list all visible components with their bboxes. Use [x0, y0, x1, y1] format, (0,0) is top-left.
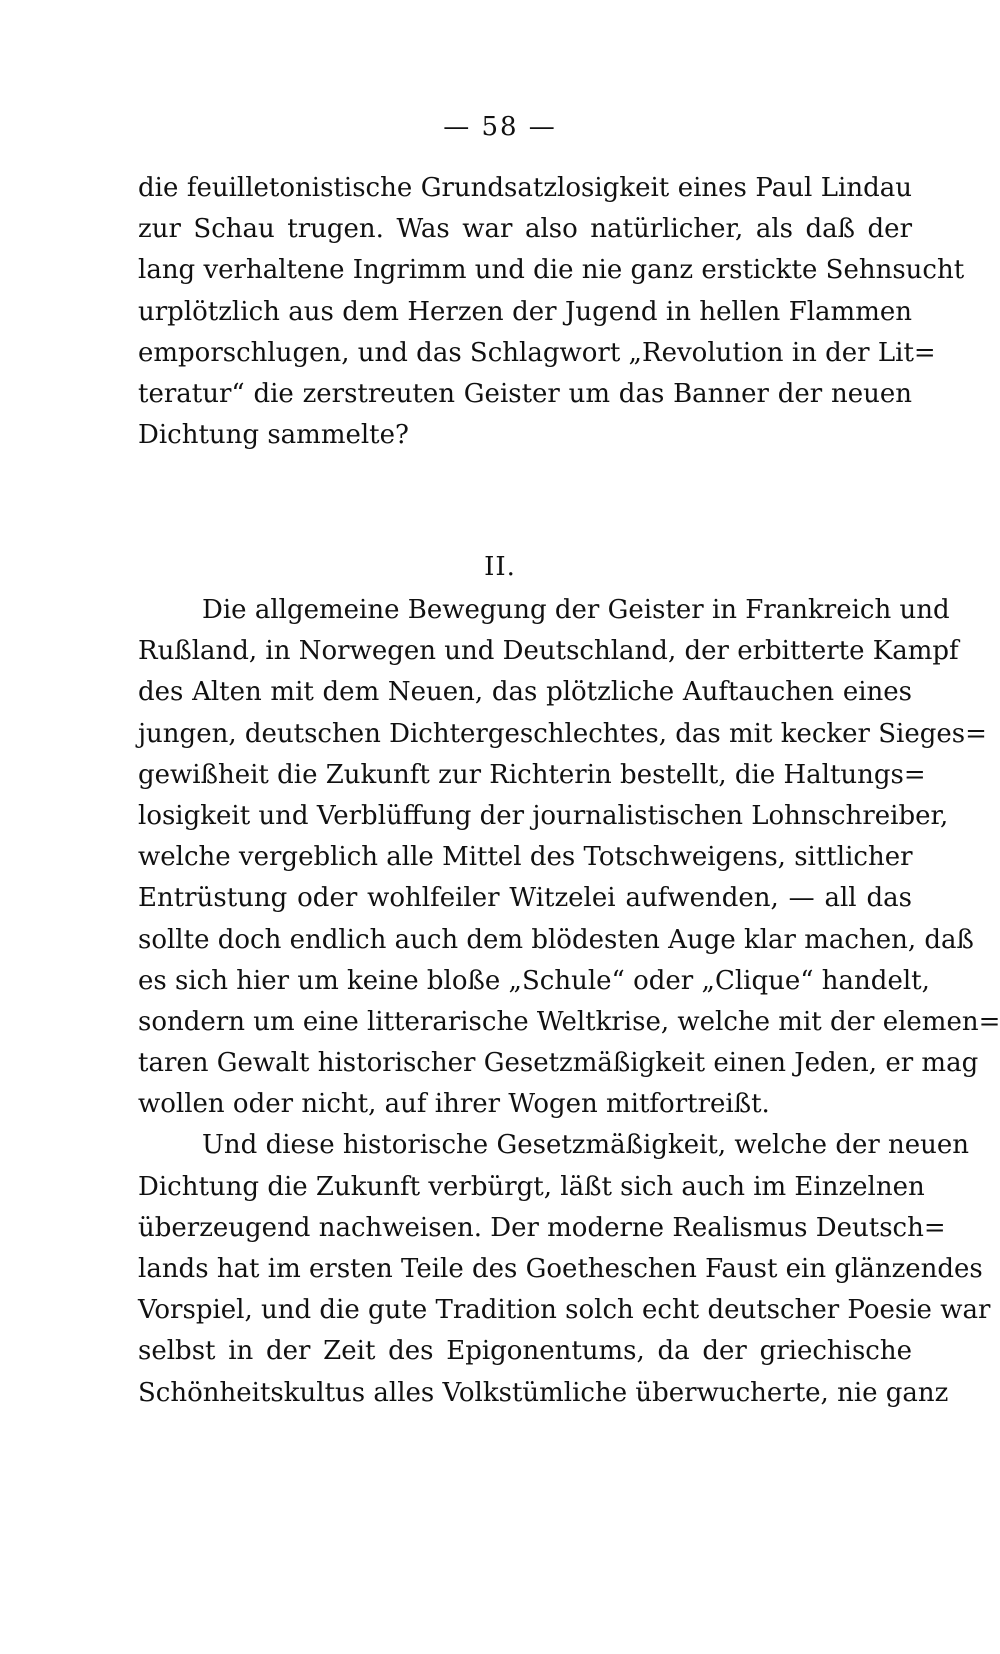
text-line: Die allgemeine Bewegung der Geister in Frankreich und — [202, 595, 950, 625]
section-heading: II. — [484, 552, 516, 582]
text-line: Dichtung die Zukunft verbürgt, läßt sich auch im Einzelnen — [138, 1171, 925, 1202]
text-line: lands hat im ersten Teile des Goetheschen Faust ein glänzendes — [138, 1254, 983, 1284]
text-line: Rußland, in Norwegen und Deutschland, der erbitterte Kampf — [138, 636, 959, 667]
text-line: lang verhaltene Ingrimm und die nie ganz erstickte Sehnsucht — [138, 255, 965, 286]
text-line: die feuilletonistische Grundsatzlosigkeit eines Paul Lindau — [138, 173, 912, 203]
text-line: Und diese historische Gesetzmäßigkeit, welche der neuen — [202, 1130, 970, 1161]
text-line: selbst in der Zeit des Epigonentums, da der griechische — [138, 1336, 912, 1367]
text-line: Entrüstung oder wohlfeiler Witzelei aufwenden, — all das — [138, 883, 912, 914]
text-line: Schönheitskultus alles Volkstümliche überwucherte, nie ganz — [138, 1377, 949, 1408]
text-line: jungen, deutschen Dichtergeschlechtes, das mit kecker Sieges= — [138, 718, 987, 749]
text-line: welche vergeblich alle Mittel des Totschweigens, sittlicher — [138, 842, 913, 873]
text-line: überzeugend nachweisen. Der moderne Realismus Deutsch= — [138, 1212, 946, 1243]
text-line: urplötzlich aus dem Herzen der Jugend in hellen Flammen — [138, 296, 912, 327]
text-line: taren Gewalt historischer Gesetzmäßigkeit einen Jeden, er mag — [138, 1048, 979, 1079]
text-line: es sich hier um keine bloße „Schule“ oder „Clique“ handelt, — [138, 965, 930, 996]
text-line: losigkeit und Verblüffung der journalistischen Lohnschreiber, — [138, 800, 949, 831]
page-number: — 58 — — [443, 112, 557, 142]
text-line: sondern um eine litterarische Weltkrise, welche mit der elemen= — [138, 1006, 1000, 1037]
paragraph-2-3 — [138, 590, 1000, 1414]
text-line: wollen oder nicht, auf ihrer Wogen mitfortreißt. — [138, 1089, 770, 1120]
text-line: Vorspiel, und die gute Tradition solch echt deutscher Poesie war — [138, 1295, 991, 1326]
text-line: Dichtung sammelte? — [138, 420, 409, 451]
text-line: zur Schau trugen. Was war also natürlicher, als daß der — [138, 214, 912, 245]
paragraph-1 — [138, 168, 965, 456]
text-line: gewißheit die Zukunft zur Richterin bestellt, die Haltungs= — [138, 759, 926, 790]
text-line: teratur“ die zerstreuten Geister um das Banner der neuen — [138, 378, 912, 409]
text-line: sollte doch endlich auch dem blödesten Auge klar machen, daß — [138, 924, 974, 955]
text-line: des Alten mit dem Neuen, das plötzliche Auftauchen eines — [138, 677, 912, 708]
text-line: emporschlugen, und das Schlagwort „Revolution in der Lit= — [138, 337, 936, 368]
